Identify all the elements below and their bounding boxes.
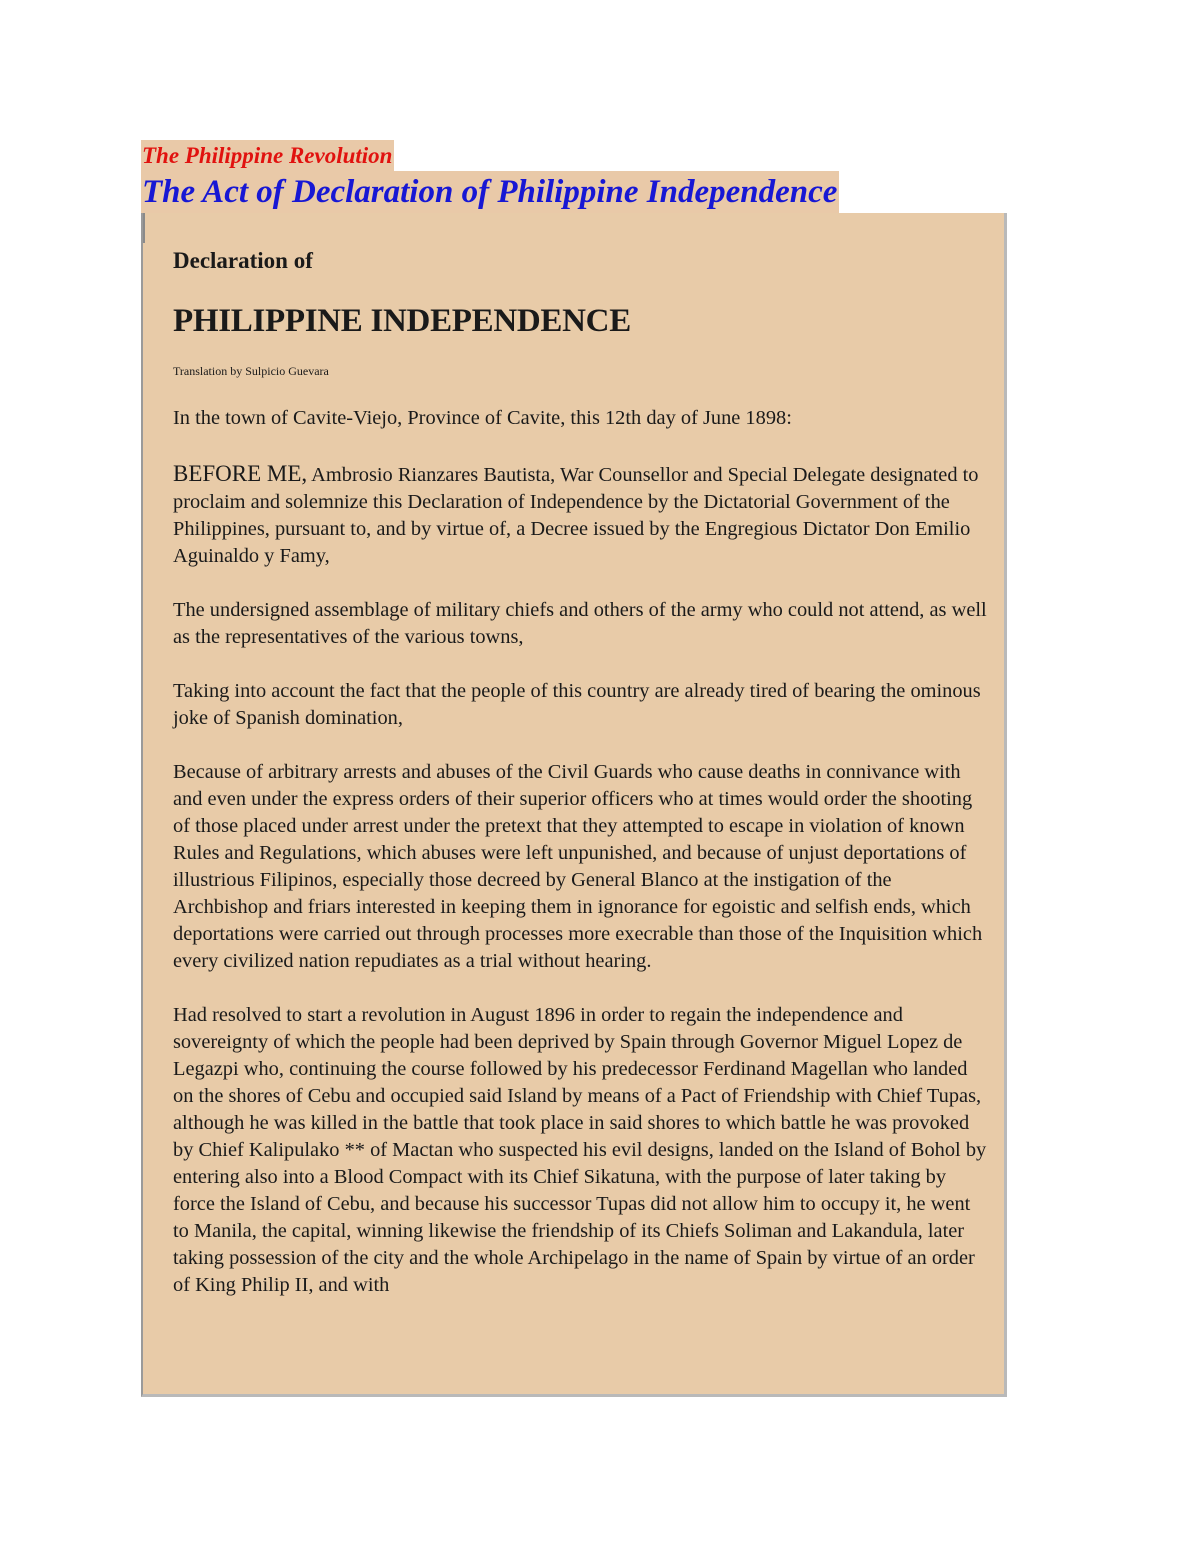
kicker-wrap [141,140,839,171]
before-me-lead: BEFORE ME, [173,461,308,486]
heading-main: PHILIPPINE INDEPENDENCE [173,303,631,339]
document-panel [141,213,1007,1397]
panel-edge-mark [143,213,145,243]
paragraph-revolution: Had resolved to start a revolution in August 1896 in order to regain the independence and sovereignty of which the people had been deprived by Spain through Governor Miguel Lopez de Legazpi who, continuing the course followed by his predecessor Ferdinand Magellan who landed on the shores of Cebu and occupied said Island by means of a Pact of Friendship with Chief Tupas, although he was killed in the battle that took place in said shores to which battle he was provoked by Chief Kalipulako ** of Mactan who suspected his evil designs, landed on the Island of Bohol by entering also into a Blood Compact with its Chief Sikatuna, with the purpose of later taking by force the Island of Cebu, and because his successor Tupas did not allow him to occupy it, he went to Manila, the capital, winning likewise the friendship of its Chiefs Soliman and Lakandula, later taking possession of the city and the whole Archipelago in the name of Spain by virtue of an order of King Philip II, and with [173,1004,987,1296]
title-wrap [141,171,839,213]
paragraph-before-me [173,460,988,570]
page-title: The Act of Declaration of Philippine Independence [141,171,839,213]
page-header [141,140,839,213]
paragraph-before-me-text: Ambrosio Rianzares Bautista, War Counsellor and Special Delegate designated to proclaim and solemnize this Declaration of Independence by the Dictatorial Government of the Philippines, pursuant to, and by virtue of, a Decree issued by the Engregious Dictator Don Emilio Aguinaldo y Famy, [173,464,979,567]
document-content [173,243,988,1326]
section-kicker: The Philippine Revolution [141,140,394,171]
translation-credit: Translation by Sulpicio Guevara [173,364,329,378]
heading-small: Declaration of [173,248,313,273]
paragraph-assemblage: The undersigned assemblage of military chiefs and others of the army who could not attend, as well as the representatives of the various towns, [173,599,987,648]
paragraph-opening: In the town of Cavite-Viejo, Province of Cavite, this 12th day of June 1898: [173,407,792,429]
paragraph-domination: Taking into account the fact that the people of this country are already tired of bearing the ominous joke of Spanish domination, [173,680,981,729]
paragraph-arrests: Because of arbitrary arrests and abuses of the Civil Guards who cause deaths in connivance with and even under the express orders of their superior officers who at times would order the shooting of those placed under arrest under the pretext that they attempted to escape in violation of known Rules and Regulations, which abuses were left unpunished, and because of unjust deportations of illustrious Filipinos, especially those decreed by General Blanco at the instigation of the Archbishop and friars interested in keeping them in ignorance for egoistic and selfish ends, which deportations were carried out through processes more execrable than those of the Inquisition which every civilized nation repudiates as a trial without hearing. [173,761,983,972]
